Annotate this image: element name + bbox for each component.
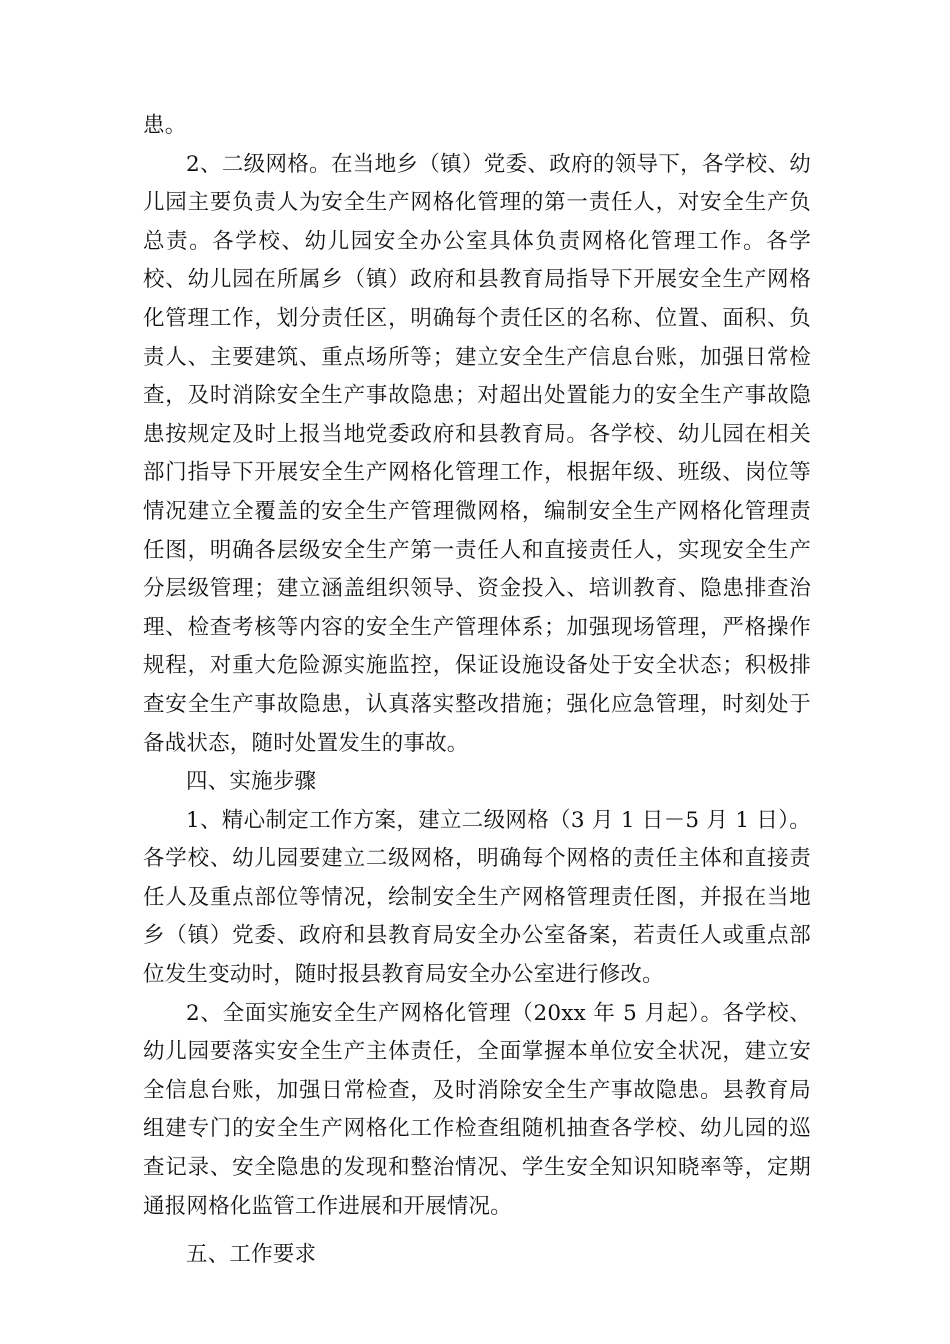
paragraph-secondary-grid: 2、二级网格。在当地乡（镇）党委、政府的领导下，各学校、幼儿园主要负责人为安全生产网格化管理的第一责任人，对安全生产负总责。各学校、幼儿园安全办公室具体负责网格化管理工作。各学校、幼儿园在所属乡（镇）政府和县教育局指导下开展安全生产网格化管理工作，划分责任区，明确每个责任区的名称、位置、面积、负责人、主要建筑、重点场所等；建立安全生产信息台账，加强日常检查，及时消除安全生产事故隐患；对超出处置能力的安全生产事故隐患按规定及时上报当地党委政府和县教育局。各学校、幼儿园在相关部门指导下开展安全生产网格化管理工作，根据年级、班级、岗位等情况建立全覆盖的安全生产管理微网格，编制安全生产网格化管理责任图，明确各层级安全生产第一责任人和直接责任人，实现安全生产分层级管理；建立涵盖组织领导、资金投入、培训教育、隐患排查治理、检查考核等内容的安全生产管理体系；加强现场管理，严格操作规程，对重大危险源实施监控，保证设施设备处于安全状态；积极排查安全生产事故隐患，认真落实整改措施；强化应急管理，时刻处于备战状态，随时处置发生的事故。	[143, 151, 811, 756]
document-body	[143, 107, 811, 1275]
section-heading-implementation-steps: 四、实施步骤	[186, 769, 317, 795]
paragraph-step-2: 2、全面实施安全生产网格化管理（20xx 年 5 月起）。各学校、幼儿园要落实安全生产主体责任，全面掌握本单位安全状况，建立安全信息台账，加强日常检查，及时消除安全生产事故隐患。县教育局组建专门的安全生产网格化工作检查组随机抽查各学校、幼儿园的巡查记录、安全隐患的发现和整治情况、学生安全知识知晓率等，定期通报网格化监管工作进展和开展情况。	[143, 1000, 811, 1219]
paragraph-step-1: 1、精心制定工作方案，建立二级网格（3 月 1 日－5 月 1 日）。各学校、幼儿园要建立二级网格，明确每个网格的责任主体和直接责任人及重点部位等情况，绘制安全生产网格管理责任图，并报在当地乡（镇）党委、政府和县教育局安全办公室备案，若责任人或重点部位发生变动时，随时报县教育局安全办公室进行修改。	[143, 807, 811, 988]
section-heading-work-requirements: 五、工作要求	[186, 1242, 317, 1268]
paragraph-continuation: 患。	[143, 113, 187, 138]
